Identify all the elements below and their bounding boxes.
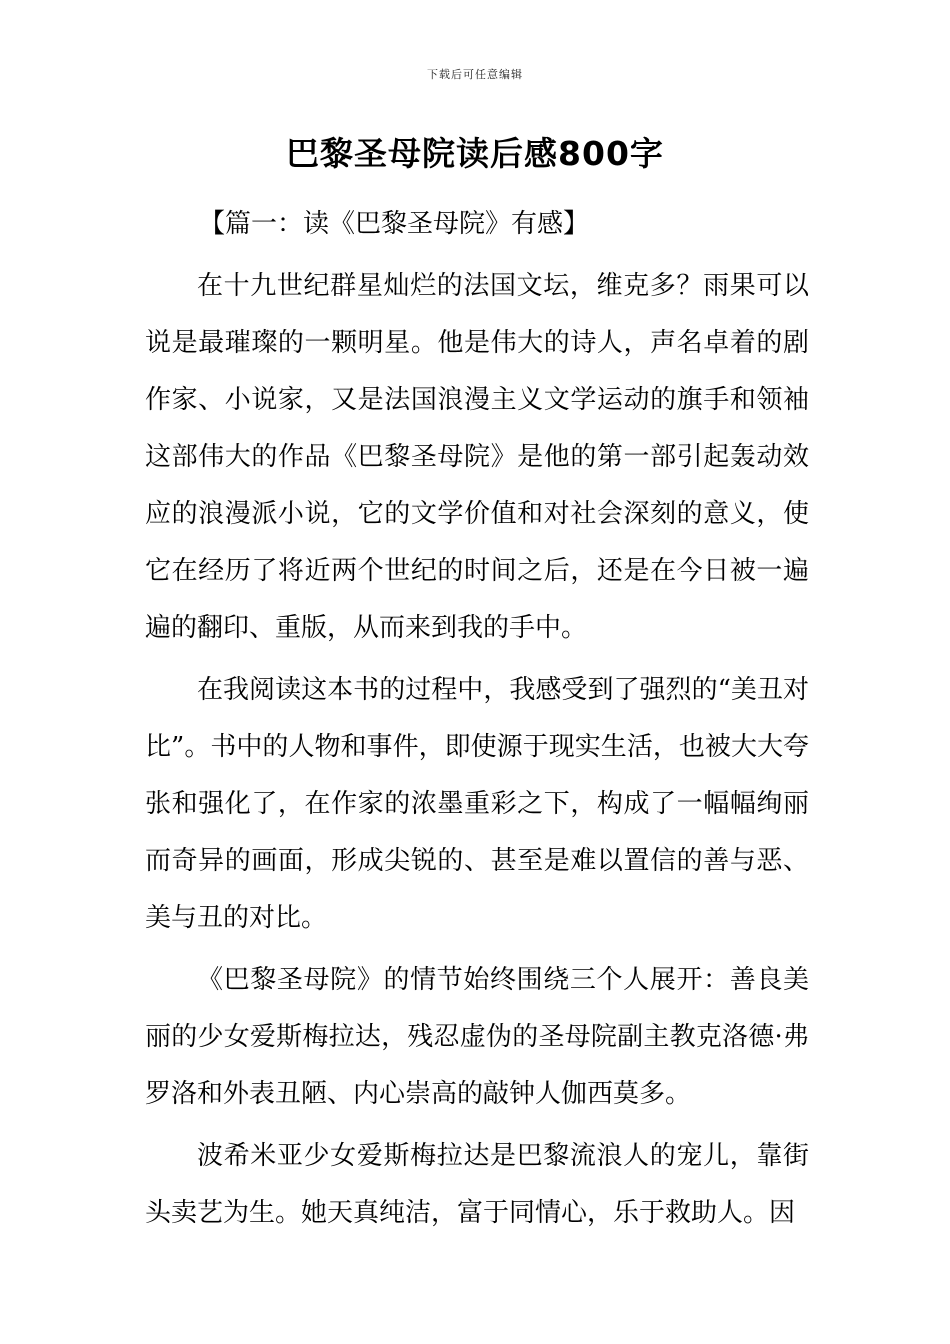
header-note: 下载后可任意编辑: [427, 68, 523, 81]
document-title: 巴黎圣母院读后感800字: [286, 134, 664, 173]
paragraph-2: 在我阅读这本书的过程中，我感受到了强烈的“美丑对比”。书中的人物和事件，即使源于现实生活，也被大大夸张和强化了，在作家的浓墨重彩之下，构成了一幅幅绚丽而奇异的画面，形成尖锐的、甚至是难以置信的善与恶、美与丑的对比。: [145, 675, 809, 933]
paragraph-1: 在十九世纪群星灿烂的法国文坛，维克多？雨果可以说是最璀璨的一颗明星。他是伟大的诗人，声名卓着的剧作家、小说家，又是法国浪漫主义文学运动的旗手和领袖这部伟大的作品《巴黎圣母院》是他的第一部引起轰动效应的浪漫派小说，它的文学价值和对社会深刻的意义，使它在经历了将近两个世纪的时间之后，还是在今日被一遍遍的翻印、重版，从而来到我的手中。: [145, 271, 809, 643]
document-body: [145, 196, 809, 1247]
section-heading: 【篇一：读《巴黎圣母院》有感】: [199, 209, 590, 239]
paragraph-4: 波希米亚少女爱斯梅拉达是巴黎流浪人的宠儿，靠街头卖艺为生。她天真纯洁，富于同情心，乐于救助人。因: [145, 1141, 809, 1228]
paragraph-3: 《巴黎圣母院》的情节始终围绕三个人展开：善良美丽的少女爱斯梅拉达，残忍虚伪的圣母院副主教克洛德·弗罗洛和外表丑陋、内心崇高的敲钟人伽西莫多。: [145, 965, 809, 1109]
